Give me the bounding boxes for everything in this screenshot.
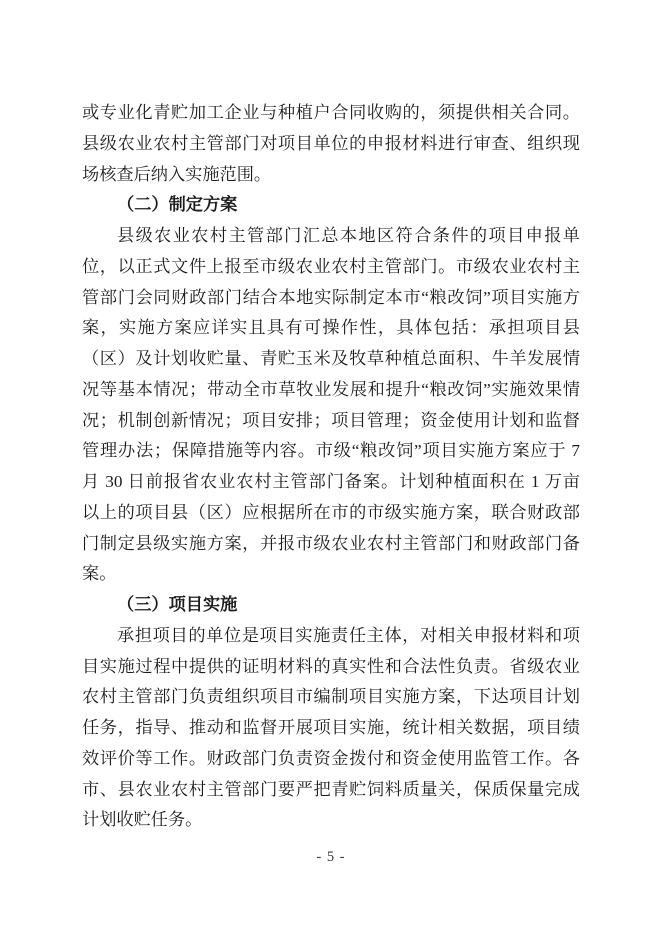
paragraph xyxy=(82,621,580,836)
text-line: 任务，指导、推动和监督开展项目实施，统计相关数据，项目绩 xyxy=(82,718,580,737)
text-line: （三）项目实施 xyxy=(117,595,238,614)
text-line: 农村主管部门负责组织项目市编制项目实施方案，下达项目计划 xyxy=(82,687,580,707)
text-line: （二）制定方案 xyxy=(117,195,238,215)
text-line: 况；机制创新情况；项目安排；项目管理；资金使用计划和监督 xyxy=(82,410,580,430)
text-line: 况等基本情况；带动全市草牧业发展和提升“粮改饲”实施效果情 xyxy=(82,379,580,399)
text-line: 管理办法；保障措施等内容。市级“粮改饲”项目实施方案应于 7 xyxy=(82,441,580,461)
text-line: 管部门会同财政部门结合本地实际制定本市“粮改饲”项目实施方 xyxy=(82,287,580,307)
text-line: 或专业化青贮加工企业与种植户合同收购的，须提供相关合同。 xyxy=(82,103,580,122)
text-line: 县级农业农村主管部门对项目单位的申报材料进行审查、组织现 xyxy=(82,133,580,153)
text-line: 目实施过程中提供的证明材料的真实性和合法性负责。省级农业 xyxy=(82,656,580,676)
text-line: 以上的项目县（区）应根据所在市的市级实施方案，联合财政部 xyxy=(82,502,580,522)
section-heading xyxy=(82,190,580,221)
text-line: 县级农业农村主管部门汇总本地区符合条件的项目申报单 xyxy=(117,226,580,245)
text-line: 承担项目的单位是项目实施责任主体，对相关申报材料和项 xyxy=(117,625,580,645)
text-line: 效评价等工作。财政部门负责资金拨付和资金使用监管工作。各 xyxy=(82,748,580,768)
text-line: 门制定县级实施方案，并报市级农业农村主管部门和财政部门备 xyxy=(82,533,580,553)
text-line: 计划收贮任务。 xyxy=(82,810,203,830)
text-line: 市、县农业农村主管部门要严把青贮饲料质量关，保质保量完成 xyxy=(82,779,580,799)
page-number: - 5 - xyxy=(316,849,346,865)
text-line: 案。 xyxy=(82,564,117,584)
section-heading xyxy=(82,590,580,621)
text-line: （区）及计划收贮量、青贮玉米及牧草种植总面积、牛羊发展情 xyxy=(82,349,580,368)
paragraph xyxy=(82,221,580,590)
text-line: 场核查后纳入实施范围。 xyxy=(82,164,272,184)
document-content xyxy=(82,98,580,836)
text-line: 月 30 日前报省农业农村主管部门备案。计划种植面积在 1 万亩 xyxy=(82,472,580,491)
paragraph xyxy=(82,98,580,190)
text-line: 位，以正式文件上报至市级农业农村主管部门。市级农业农村主 xyxy=(82,256,580,276)
text-line: 案，实施方案应详实且具有可操作性，具体包括：承担项目县 xyxy=(82,318,580,338)
